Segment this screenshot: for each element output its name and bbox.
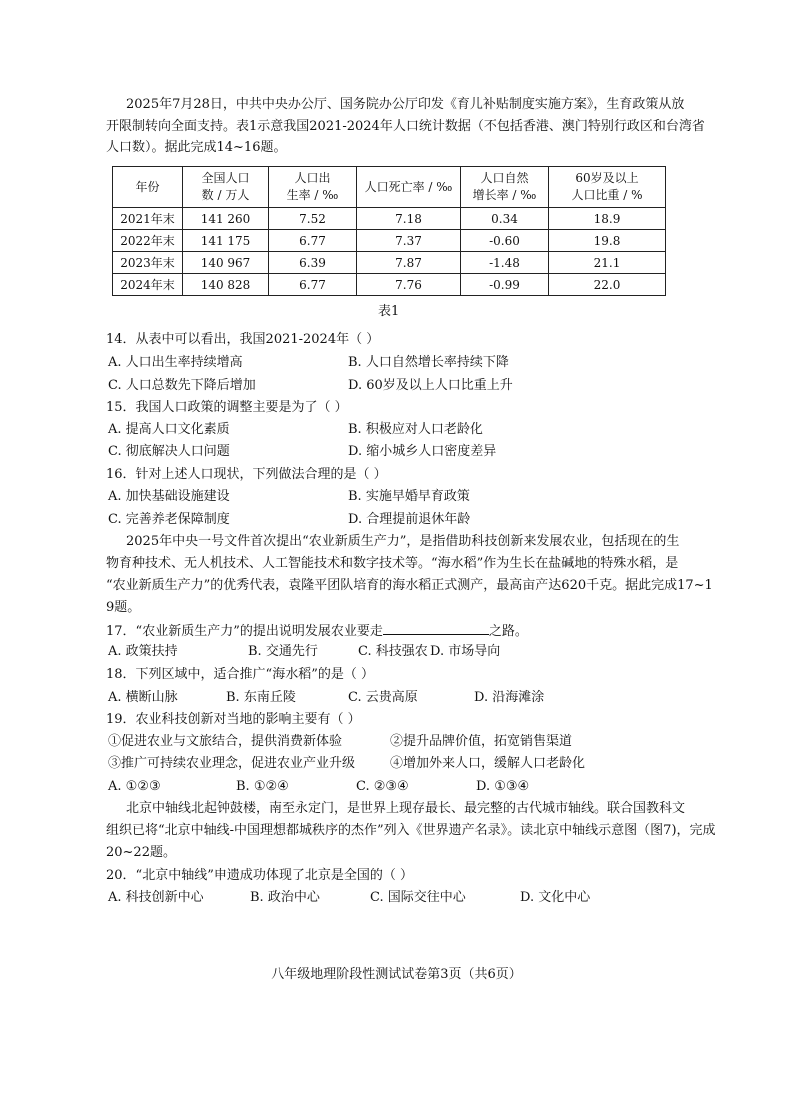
table-cell: 7.87 xyxy=(357,252,461,274)
intro2-line3: “农业新质生产力”的优秀代表，袁隆平团队培育的海水稻正式测产，最高亩产达620千克。据此完成17~1 xyxy=(106,578,713,593)
intro3-line3: 20~22题。 xyxy=(106,845,176,860)
table-header-row xyxy=(113,167,666,208)
q15-option-c[interactable]: C. 彻底解决人口问题 xyxy=(108,444,230,459)
q18-option-b[interactable]: B. 东南丘陵 xyxy=(226,690,296,705)
q19-stem: 19．农业科技创新对当地的影响主要有（ ） xyxy=(106,712,361,727)
table-cell: 2022年末 xyxy=(113,230,183,252)
q17-option-c[interactable]: C. 科技强农 xyxy=(358,644,428,659)
intro2-line1: 2025年中央一号文件首次提出“农业新质生产力”，是指借助科技创新来发展农业，包括现在的生 xyxy=(126,534,680,549)
table-cell: -0.99 xyxy=(461,274,549,296)
intro2-line4: 9题。 xyxy=(106,600,141,615)
q16-option-c[interactable]: C. 完善养老保障制度 xyxy=(108,512,230,527)
q16-option-b[interactable]: B. 实施早婚早育政策 xyxy=(348,489,470,504)
intro2-line2: 物育种技术、无人机技术、人工智能技术和数字技术等。“海水稻”作为生长在盐碱地的特殊水稻，是 xyxy=(106,556,679,571)
q20-option-b[interactable]: B. 政治中心 xyxy=(250,890,320,905)
q19-option-d[interactable]: D. ①③④ xyxy=(476,779,530,794)
table-cell: 6.77 xyxy=(269,230,357,252)
q17-stem: 17．“农业新质生产力”的提出说明发展农业要走 之路。 xyxy=(106,620,528,642)
table-row xyxy=(113,230,666,252)
q19-option-c[interactable]: C. ②③④ xyxy=(356,779,409,794)
table-cell: 141 175 xyxy=(183,230,269,252)
table-row xyxy=(113,252,666,274)
table-cell: 2023年末 xyxy=(113,252,183,274)
intro1-line2: 开限制转向全面支持。表1示意我国2021-2024年人口统计数据（不包括香港、澳门特别行政区和台湾省 xyxy=(106,119,705,134)
table-cell: 7.37 xyxy=(357,230,461,252)
table-cell: 141 260 xyxy=(183,208,269,230)
q17-option-b[interactable]: B. 交通先行 xyxy=(248,644,318,659)
q19-option-b[interactable]: B. ①②④ xyxy=(236,779,289,794)
q16-option-d[interactable]: D. 合理提前退休年龄 xyxy=(348,512,471,527)
intro1-line1: 2025年7月28日，中共中央办公厅、国务院办公厅印发《育儿补贴制度实施方案》，生育政策从放 xyxy=(126,97,685,112)
q19-statement-3: ③推广可持续农业理念，促进农业产业升级 xyxy=(108,756,356,771)
intro1-line3: 人口数）。据此完成14~16题。 xyxy=(106,140,287,155)
q16-stem: 16．针对上述人口现状，下列做法合理的是（ ） xyxy=(106,467,387,482)
q14-option-b[interactable]: B. 人口自然增长率持续下降 xyxy=(348,355,509,370)
table-cell: 18.9 xyxy=(549,208,666,230)
table-cell: -1.48 xyxy=(461,252,549,274)
q20-stem: 20．“北京中轴线”申遗成功体现了北京是全国的（ ） xyxy=(106,868,413,883)
q14-stem: 14．从表中可以看出，我国2021-2024年（ ） xyxy=(106,332,380,347)
table-cell: 7.18 xyxy=(357,208,461,230)
q17-option-d[interactable]: D. 市场导向 xyxy=(430,644,501,659)
table-cell: 140 828 xyxy=(183,274,269,296)
table-cell: 6.39 xyxy=(269,252,357,274)
header-elderly-share: 60岁及以上 人口比重 / % xyxy=(549,167,666,208)
q14-option-d[interactable]: D. 60岁及以上人口比重上升 xyxy=(348,378,513,393)
q20-option-d[interactable]: D. 文化中心 xyxy=(520,890,591,905)
q16-option-a[interactable]: A. 加快基础设施建设 xyxy=(108,489,230,504)
header-birth-rate: 人口出 生率 / ‰ xyxy=(269,167,357,208)
table-cell: 19.8 xyxy=(549,230,666,252)
table-cell: 21.1 xyxy=(549,252,666,274)
table-cell: 2024年末 xyxy=(113,274,183,296)
q20-option-a[interactable]: A. 科技创新中心 xyxy=(108,890,204,905)
q18-option-d[interactable]: D. 沿海滩涂 xyxy=(474,690,545,705)
header-natural-growth: 人口自然 增长率 / ‰ xyxy=(461,167,549,208)
table-cell: 7.76 xyxy=(357,274,461,296)
table-cell: 140 967 xyxy=(183,252,269,274)
page-footer: 八年级地理阶段性测试试卷第3页（共6页） xyxy=(271,967,522,982)
table-caption: 表1 xyxy=(378,304,400,319)
table-row xyxy=(113,274,666,296)
header-year: 年份 xyxy=(113,167,183,208)
q18-option-c[interactable]: C. 云贵高原 xyxy=(348,690,418,705)
q19-statement-4: ④增加外来人口，缓解人口老龄化 xyxy=(390,756,586,771)
q19-option-a[interactable]: A. ①②③ xyxy=(108,779,161,794)
q18-option-a[interactable]: A. 横断山脉 xyxy=(108,690,178,705)
q18-stem: 18．下列区域中，适合推广“海水稻”的是（ ） xyxy=(106,667,374,682)
header-death-rate: 人口死亡率 / ‰ xyxy=(357,167,461,208)
q15-option-a[interactable]: A. 提高人口文化素质 xyxy=(108,422,230,437)
table-cell: 6.77 xyxy=(269,274,357,296)
q17-option-a[interactable]: A. 政策扶持 xyxy=(108,644,178,659)
table-cell: 0.34 xyxy=(461,208,549,230)
q15-option-b[interactable]: B. 积极应对人口老龄化 xyxy=(348,422,483,437)
answer-blank[interactable] xyxy=(383,620,489,635)
q19-statement-2: ②提升品牌价值，拓宽销售渠道 xyxy=(390,734,573,749)
table-cell: 22.0 xyxy=(549,274,666,296)
q15-stem: 15．我国人口政策的调整主要是为了（ ） xyxy=(106,400,348,415)
population-table xyxy=(112,166,666,296)
table-cell: -0.60 xyxy=(461,230,549,252)
q14-option-a[interactable]: A. 人口出生率持续增高 xyxy=(108,355,243,370)
q19-statement-1: ①促进农业与文旅结合，提供消费新体验 xyxy=(108,734,343,749)
header-population: 全国人口 数 / 万人 xyxy=(183,167,269,208)
q14-option-c[interactable]: C. 人口总数先下降后增加 xyxy=(108,378,256,393)
intro3-line1: 北京中轴线北起钟鼓楼，南至永定门，是世界上现存最长、最完整的古代城市轴线。联合国教科文 xyxy=(126,801,686,816)
intro3-line2: 组织已将“北京中轴线-中国理想都城秩序的杰作”列入《世界遗产名录》。读北京中轴线示意图（图7)，完成 xyxy=(106,823,716,838)
table-cell: 7.52 xyxy=(269,208,357,230)
q20-option-c[interactable]: C. 国际交往中心 xyxy=(370,890,466,905)
table-cell: 2021年末 xyxy=(113,208,183,230)
q15-option-d[interactable]: D. 缩小城乡人口密度差异 xyxy=(348,444,497,459)
table-row xyxy=(113,208,666,230)
